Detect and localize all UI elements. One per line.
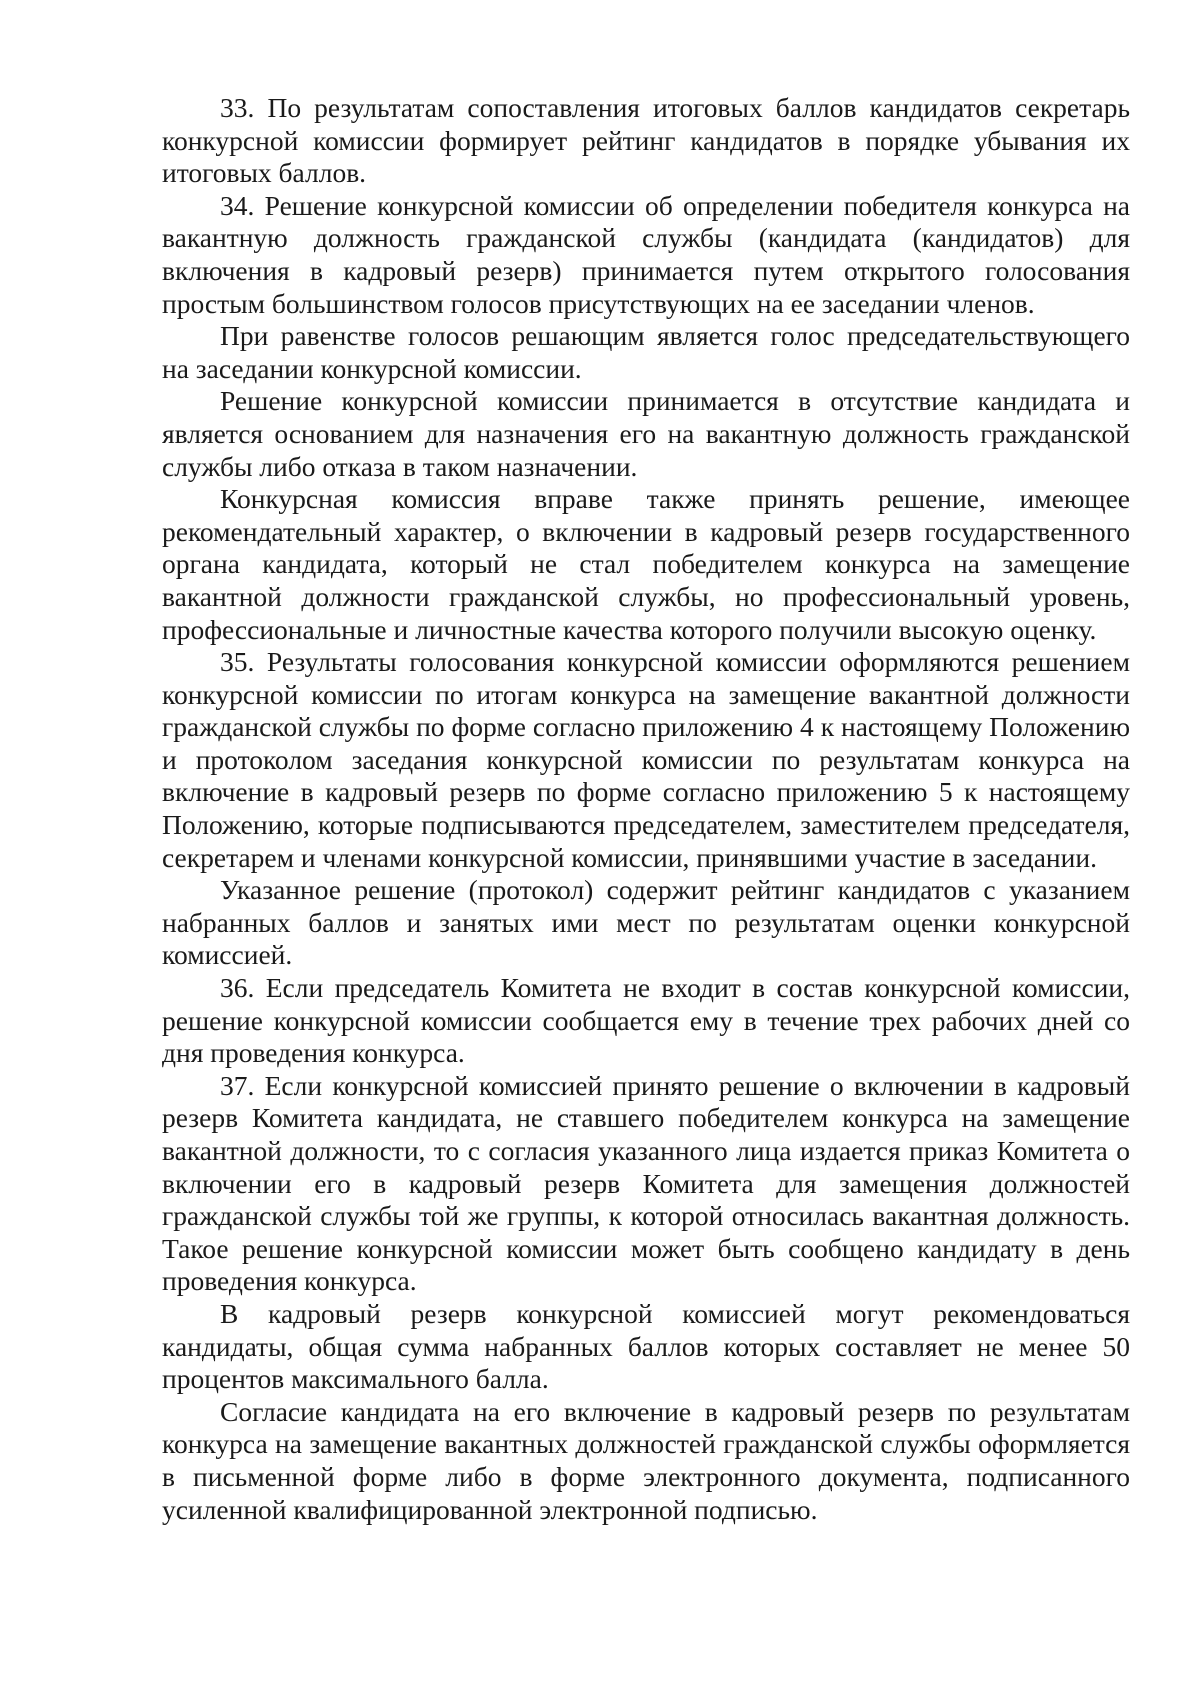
paragraph-34-reserve-recommendation: Конкурсная комиссия вправе также принять решение, имеющее рекомендательный характер, о включении в кадровый резерв государственного органа кандидата, который не стал победителем конкурса на замещение вакантной должности гражданской службы, но профессиональный уровень, профессиональные и личностные качества которого получили высокую оценку. bbox=[162, 483, 1130, 645]
paragraph-35: 35. Результаты голосования конкурсной комиссии оформляются решением конкурсной комиссии по итогам конкурса на замещение вакантной должности гражданской службы по форме согласно приложению 4 к настоящему Положению и протоколом заседания конкурсной комиссии по результатам конкурса на включение в кадровый резерв по форме согласно приложению 5 к настоящему Положению, которые подписываются председателем, заместителем председателя, секретарем и членами конкурсной комиссии, принявшими участие в заседании. bbox=[162, 646, 1130, 873]
paragraph-33: 33. По результатам сопоставления итоговых баллов кандидатов секретарь конкурсной комиссии формирует рейтинг кандидатов в порядке убывания их итоговых баллов. bbox=[162, 92, 1130, 189]
paragraph-37-consent: Согласие кандидата на его включение в кадровый резерв по результатам конкурса на замещение вакантных должностей гражданской службы оформляется в письменной форме либо в форме электронного документа, подписанного усиленной квалифицированной электронной подписью. bbox=[162, 1395, 1130, 1525]
paragraph-35-rating: Указанное решение (протокол) содержит рейтинг кандидатов с указанием набранных баллов и занятых ими мест по результатам оценки конкурсной комиссией. bbox=[162, 874, 1130, 971]
document-body bbox=[162, 92, 1130, 1526]
paragraph-37-threshold: В кадровый резерв конкурсной комиссией могут рекомендоваться кандидаты, общая сумма набранных баллов которых составляет не менее 50 процентов максимального балла. bbox=[162, 1297, 1130, 1395]
paragraph-34: 34. Решение конкурсной комиссии об определении победителя конкурса на вакантную должность гражданской службы (кандидата (кандидатов) для включения в кадровый резерв) принимается путем открытого голосования простым большинством голосов присутствующих на ее заседании членов. bbox=[162, 189, 1130, 319]
paragraph-34-tie-rule: При равенстве голосов решающим является голос председательствующего на заседании конкурсной комиссии. bbox=[162, 320, 1130, 384]
paragraph-37: 37. Если конкурсной комиссией принято решение о включении в кадровый резерв Комитета кандидата, не ставшего победителем конкурса на замещение вакантной должности, то с согласия указанного лица издается приказ Комитета о включении его в кадровый резерв Комитета для замещения должностей гражданской службы той же группы, к которой относилась вакантная должность. Такое решение конкурсной комиссии может быть сообщено кандидату в день проведения конкурса. bbox=[162, 1069, 1130, 1297]
paragraph-36: 36. Если председатель Комитета не входит в состав конкурсной комиссии, решение конкурсной комиссии сообщается ему в течение трех рабочих дней со дня проведения конкурса. bbox=[162, 972, 1130, 1069]
paragraph-34-absence-rule: Решение конкурсной комиссии принимается в отсутствие кандидата и является основанием для назначения его на вакантную должность гражданской службы либо отказа в таком назначении. bbox=[162, 385, 1130, 482]
